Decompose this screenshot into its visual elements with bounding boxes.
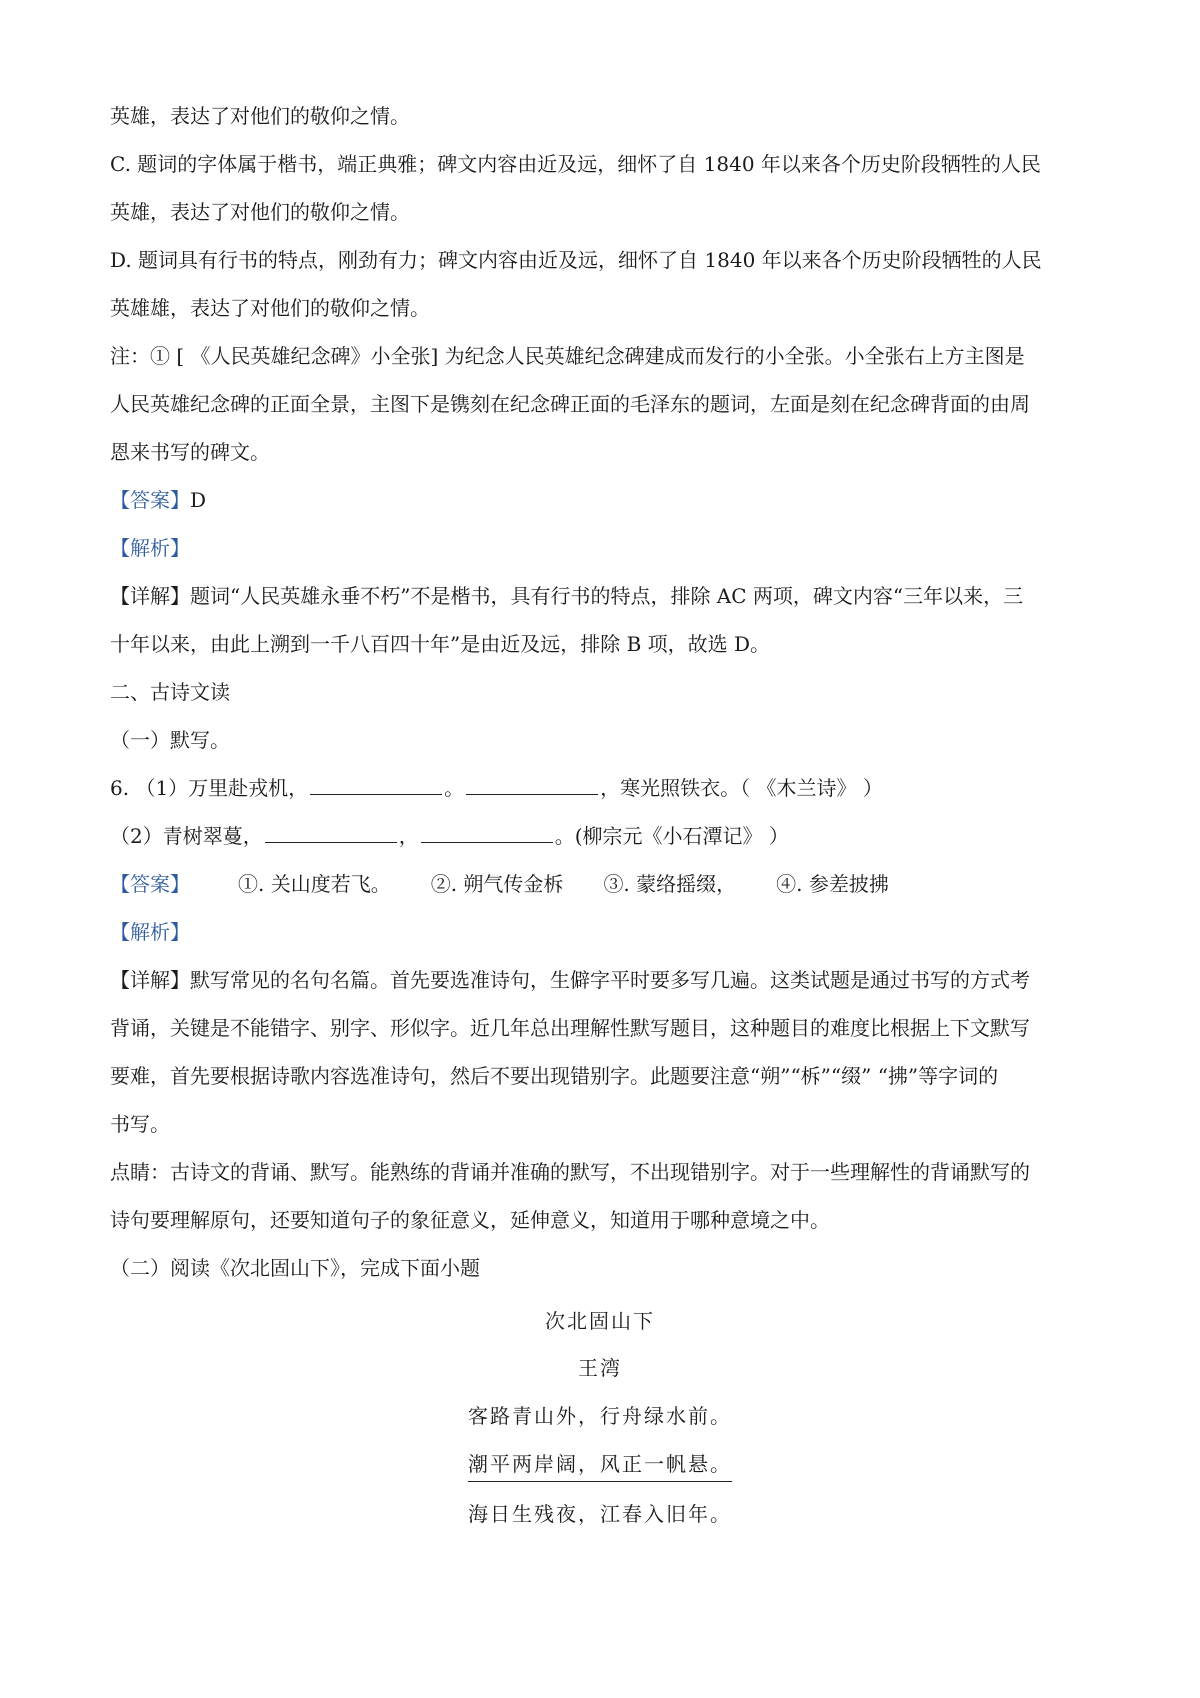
note-line: 注：① [ 《人民英雄纪念碑》小全张] 为纪念人民英雄纪念碑建成而发行的小全张。小全张右上方主图是 [110,344,1025,368]
question-6-part-2 [110,812,1100,860]
document-body [110,92,1100,1292]
text-line: 英雄，表达了对他们的敬仰之情。 [110,200,410,224]
fill-blank [265,818,397,843]
text-line: 英雄雄，表达了对他们的敬仰之情。 [110,296,430,320]
note-line: 人民英雄纪念碑的正面全景，主图下是镌刻在纪念碑正面的毛泽东的题词，左面是刻在纪念碑背面的由周 [110,392,1030,416]
text-line: 英雄，表达了对他们的敬仰之情。 [110,104,410,128]
poem-line-underlined [0,1448,1200,1482]
question-text: ， [398,824,419,848]
analysis-tag: 【解析】 [110,920,190,944]
note-line: 恩来书写的碑文。 [110,440,270,464]
option-c: C. 题词的字体属于楷书，端正典雅；碑文内容由近及远，细怀了自 1840 年以来各个历史阶段牺牲的人民 [110,152,1041,176]
option-d: D. 题词具有行书的特点，刚劲有力；碑文内容由近及远，细怀了自 1840 年以来各个历史阶段牺牲的人民 [110,248,1042,272]
answer-item: ④. 参差披拂 [776,872,889,896]
analysis-tag: 【解析】 [110,536,190,560]
detail-line: 【详解】题词“人民英雄永垂不朽”不是楷书，具有行书的特点，排除 AC 两项，碑文内容“三年以来，三 [110,584,1024,608]
answer-tag: 【答案】 [110,872,190,896]
section-heading: 二、古诗文读 [110,680,230,704]
subsection-heading: （二）阅读《次北固山下》，完成下面小题 [110,1256,480,1280]
fill-blank [421,818,553,843]
question-text: 。 [444,776,465,800]
subsection-heading: （一）默写。 [110,728,230,752]
question-text: 6. （1）万里赴戎机， [110,776,309,800]
answer-value: D [190,488,207,512]
answer-item: ①. 关山度若飞。 [238,872,391,896]
answer-item: ③. 蒙络摇缀， [603,872,737,896]
answer-line [110,476,1100,524]
detail-line: 书写。 [110,1112,170,1136]
tip-line: 点睛：古诗文的背诵、默写。能熟练的背诵并准确的默写，不出现错别字。对于一些理解性的背诵默写的 [110,1160,1030,1184]
poem-line: 客路青山外，行舟绿水前。 [468,1404,732,1428]
detail-line: 【详解】默写常见的名句名篇。首先要选准诗句，生僻字平时要多写几遍。这类试题是通过书写的方式考 [110,968,1030,992]
question-6-part-1 [110,764,1100,812]
detail-line: 背诵，关键是不能错字、别字、形似字。近几年总出理解性默写题目，这种题目的难度比根据上下文默写 [110,1016,1030,1040]
tip-line: 诗句要理解原句，还要知道句子的象征意义，延伸意义，知道用于哪种意境之中。 [110,1208,830,1232]
underlined-text: 潮平两岸阔，风正一帆悬。 [468,1448,732,1482]
question-text: ，寒光照铁衣。（ 《木兰诗》 ） [600,776,883,800]
answer-tag: 【答案】 [110,488,190,512]
question-text: （2）青树翠蔓， [110,824,263,848]
poem-author: 王湾 [578,1356,622,1380]
detail-line: 要难，首先要根据诗歌内容选准诗句，然后不要出现错别字。此题要注意“朔”“柝”“缀” “拂”等字词的 [110,1064,999,1088]
answer-item: ②. 朔气传金柝 [430,872,564,896]
answer-line [110,860,1100,908]
poem-line: 海日生残夜，江春入旧年。 [468,1502,732,1526]
fill-blank [466,770,598,795]
poem-title: 次北固山下 [545,1309,655,1333]
question-text: 。(柳宗元《小石潭记》 ） [554,824,789,848]
fill-blank [310,770,442,795]
detail-line: 十年以来，由此上溯到一千八百四十年”是由近及远，排除 B 项，故选 D。 [110,632,771,656]
